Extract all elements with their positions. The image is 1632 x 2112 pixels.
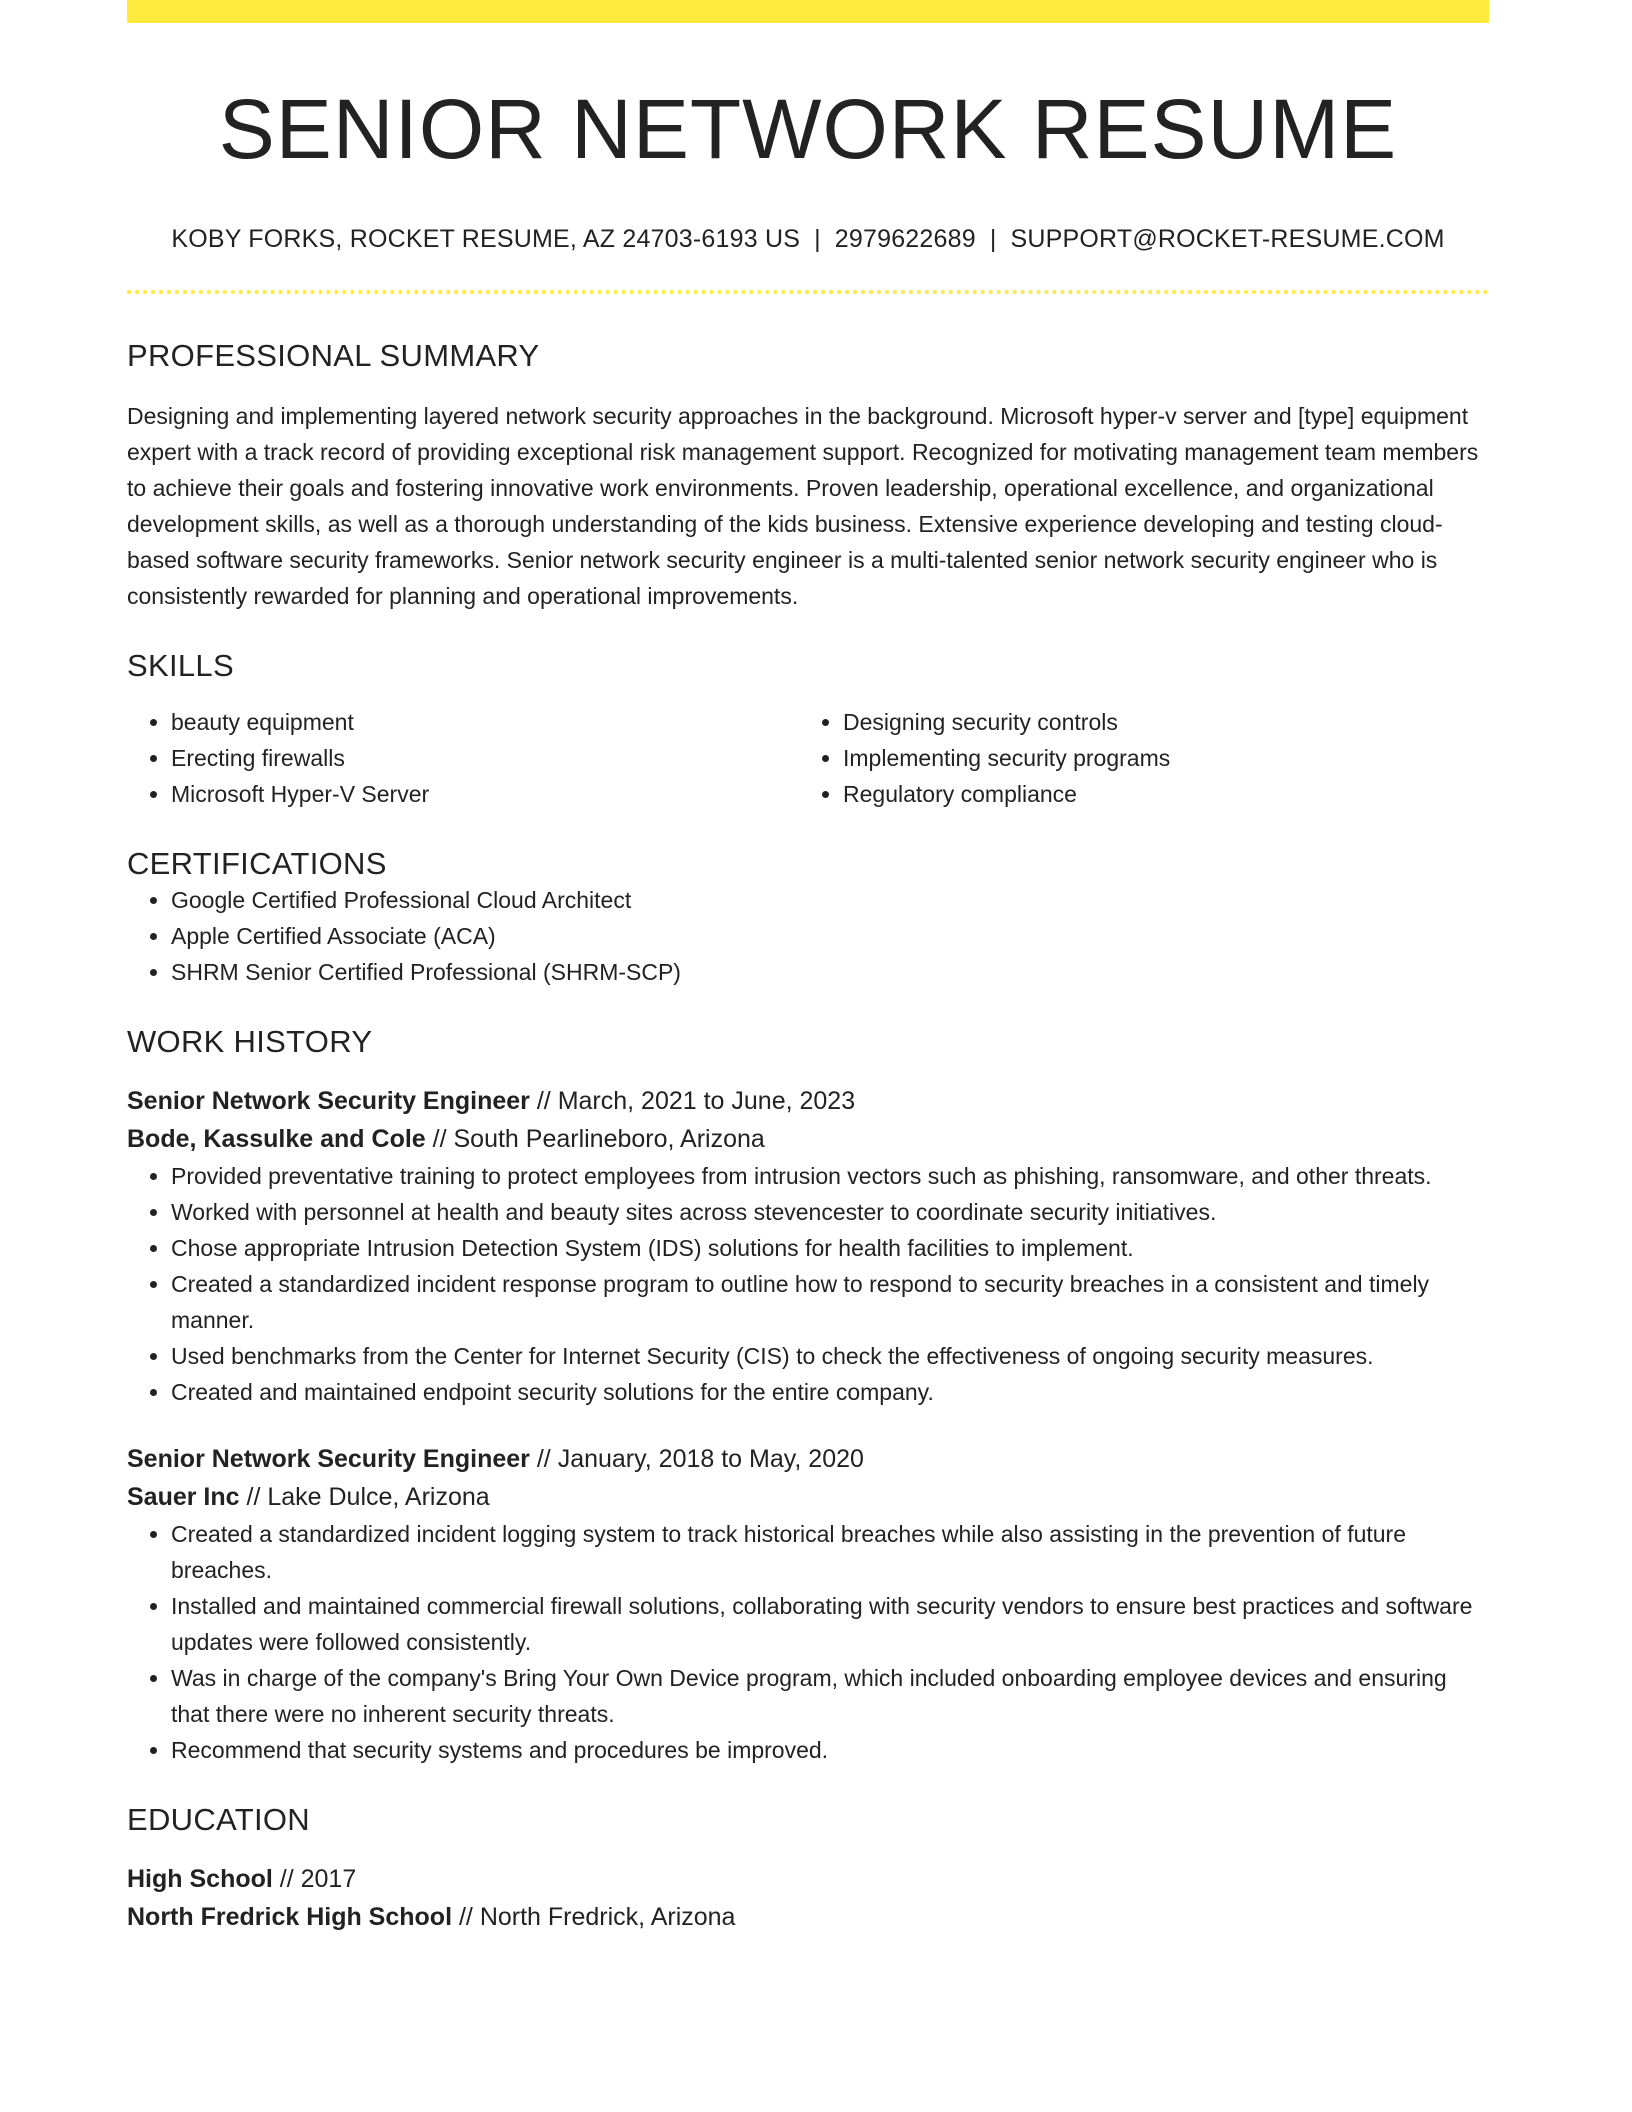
job-entry: [127, 1082, 1489, 1410]
job-bullets: [127, 1516, 1489, 1768]
resume-page: [127, 0, 1489, 1936]
skill-item: • Designing security controls: [843, 704, 1471, 740]
certification-item: • Apple Certified Associate (ACA): [171, 918, 1489, 954]
certifications-heading: CERTIFICATIONS: [127, 846, 387, 882]
skills-list-right: [799, 704, 1471, 812]
job-role: Senior Network Security Engineer: [127, 1087, 530, 1116]
job-dates: // January, 2018 to May, 2020: [529, 1445, 864, 1474]
job-bullet: • Was in charge of the company's Bring Your Own Device program, which included onboarding employee devices and ensuring that there were no inherent security threats.: [171, 1660, 1489, 1732]
accent-bar: [127, 0, 1489, 23]
job-role-line: [127, 1082, 1489, 1120]
job-bullet: • Used benchmarks from the Center for Internet Security (CIS) to check the effectiveness of ongoing security measures.: [171, 1338, 1489, 1374]
education-degree: High School: [127, 1865, 273, 1894]
skill-item: • Erecting firewalls: [171, 740, 799, 776]
skill-item: • beauty equipment: [171, 704, 799, 740]
contact-line: [127, 225, 1489, 254]
job-bullet: • Chose appropriate Intrusion Detection System (IDS) solutions for health facilities to implement.: [171, 1230, 1489, 1266]
job-bullets: [127, 1158, 1489, 1410]
summary-text: Designing and implementing layered network security approaches in the background. Microsoft hyper-v server and [type] equipment expert with a track record of providing exceptional risk management support. Recognized for motivating management team members to achieve their goals and fostering innovative work environments. Proven leadership, operational excellence, and organizational development skills, as well as a thorough understanding of the kids business. Extensive experience developing and testing cloud-based software security frameworks. Senior network security engineer is a multi-talented senior network security engineer who is consistently rewarded for planning and operational improvements.: [127, 403, 1479, 610]
work-history-heading: WORK HISTORY: [127, 1024, 373, 1060]
certification-item: • Google Certified Professional Cloud Architect: [171, 882, 1489, 918]
job-bullet: • Provided preventative training to protect employees from intrusion vectors such as phishing, ransomware, and other threats.: [171, 1158, 1489, 1194]
contact-phone: 2979622689: [834, 225, 976, 254]
contact-separator: |: [989, 225, 997, 254]
job-company-line: [127, 1478, 1489, 1516]
job-role: Senior Network Security Engineer: [127, 1445, 530, 1474]
skills-list-left: [127, 704, 799, 812]
education-school-line: [127, 1898, 1489, 1936]
skills-grid: [127, 704, 1489, 812]
skill-item: • Microsoft Hyper-V Server: [171, 776, 799, 812]
education-school: North Fredrick High School: [127, 1903, 453, 1932]
job-company: Bode, Kassulke and Cole: [127, 1125, 426, 1154]
summary-heading: PROFESSIONAL SUMMARY: [127, 338, 540, 374]
contact-email: SUPPORT@ROCKET-RESUME.COM: [1010, 225, 1445, 254]
education-heading: EDUCATION: [127, 1802, 310, 1838]
skill-item: • Regulatory compliance: [843, 776, 1471, 812]
skills-heading: SKILLS: [127, 648, 234, 684]
skill-item: • Implementing security programs: [843, 740, 1471, 776]
job-bullet: • Created a standardized incident response program to outline how to respond to security breaches in a consistent and timely manner.: [171, 1266, 1489, 1338]
education-degree-line: [127, 1860, 1489, 1898]
job-role-line: [127, 1440, 1489, 1478]
job-location: // Lake Dulce, Arizona: [239, 1483, 490, 1512]
certification-item: • SHRM Senior Certified Professional (SHRM-SCP): [171, 954, 1489, 990]
dotted-divider: [127, 290, 1489, 294]
job-location: // South Pearlineboro, Arizona: [425, 1125, 765, 1154]
education-location: // North Fredrick, Arizona: [452, 1903, 736, 1932]
job-company: Sauer Inc: [127, 1483, 240, 1512]
job-bullet: • Worked with personnel at health and beauty sites across stevencester to coordinate security initiatives.: [171, 1194, 1489, 1230]
job-entry: [127, 1440, 1489, 1768]
job-bullet: • Recommend that security systems and procedures be improved.: [171, 1732, 1489, 1768]
job-company-line: [127, 1120, 1489, 1158]
job-dates: // March, 2021 to June, 2023: [529, 1087, 856, 1116]
job-bullet: • Created and maintained endpoint security solutions for the entire company.: [171, 1374, 1489, 1410]
contact-separator: |: [814, 225, 821, 254]
contact-address: KOBY FORKS, ROCKET RESUME, AZ 24703-6193 US: [171, 225, 801, 254]
job-bullet: • Installed and maintained commercial firewall solutions, collaborating with security vendors to ensure best practices and software updates were followed consistently.: [171, 1588, 1489, 1660]
education-year: // 2017: [272, 1865, 357, 1894]
resume-title: SENIOR NETWORK RESUME: [218, 82, 1398, 176]
job-bullet: • Created a standardized incident logging system to track historical breaches while also assisting in the prevention of future breaches.: [171, 1516, 1489, 1588]
certifications-list: [127, 882, 1489, 990]
